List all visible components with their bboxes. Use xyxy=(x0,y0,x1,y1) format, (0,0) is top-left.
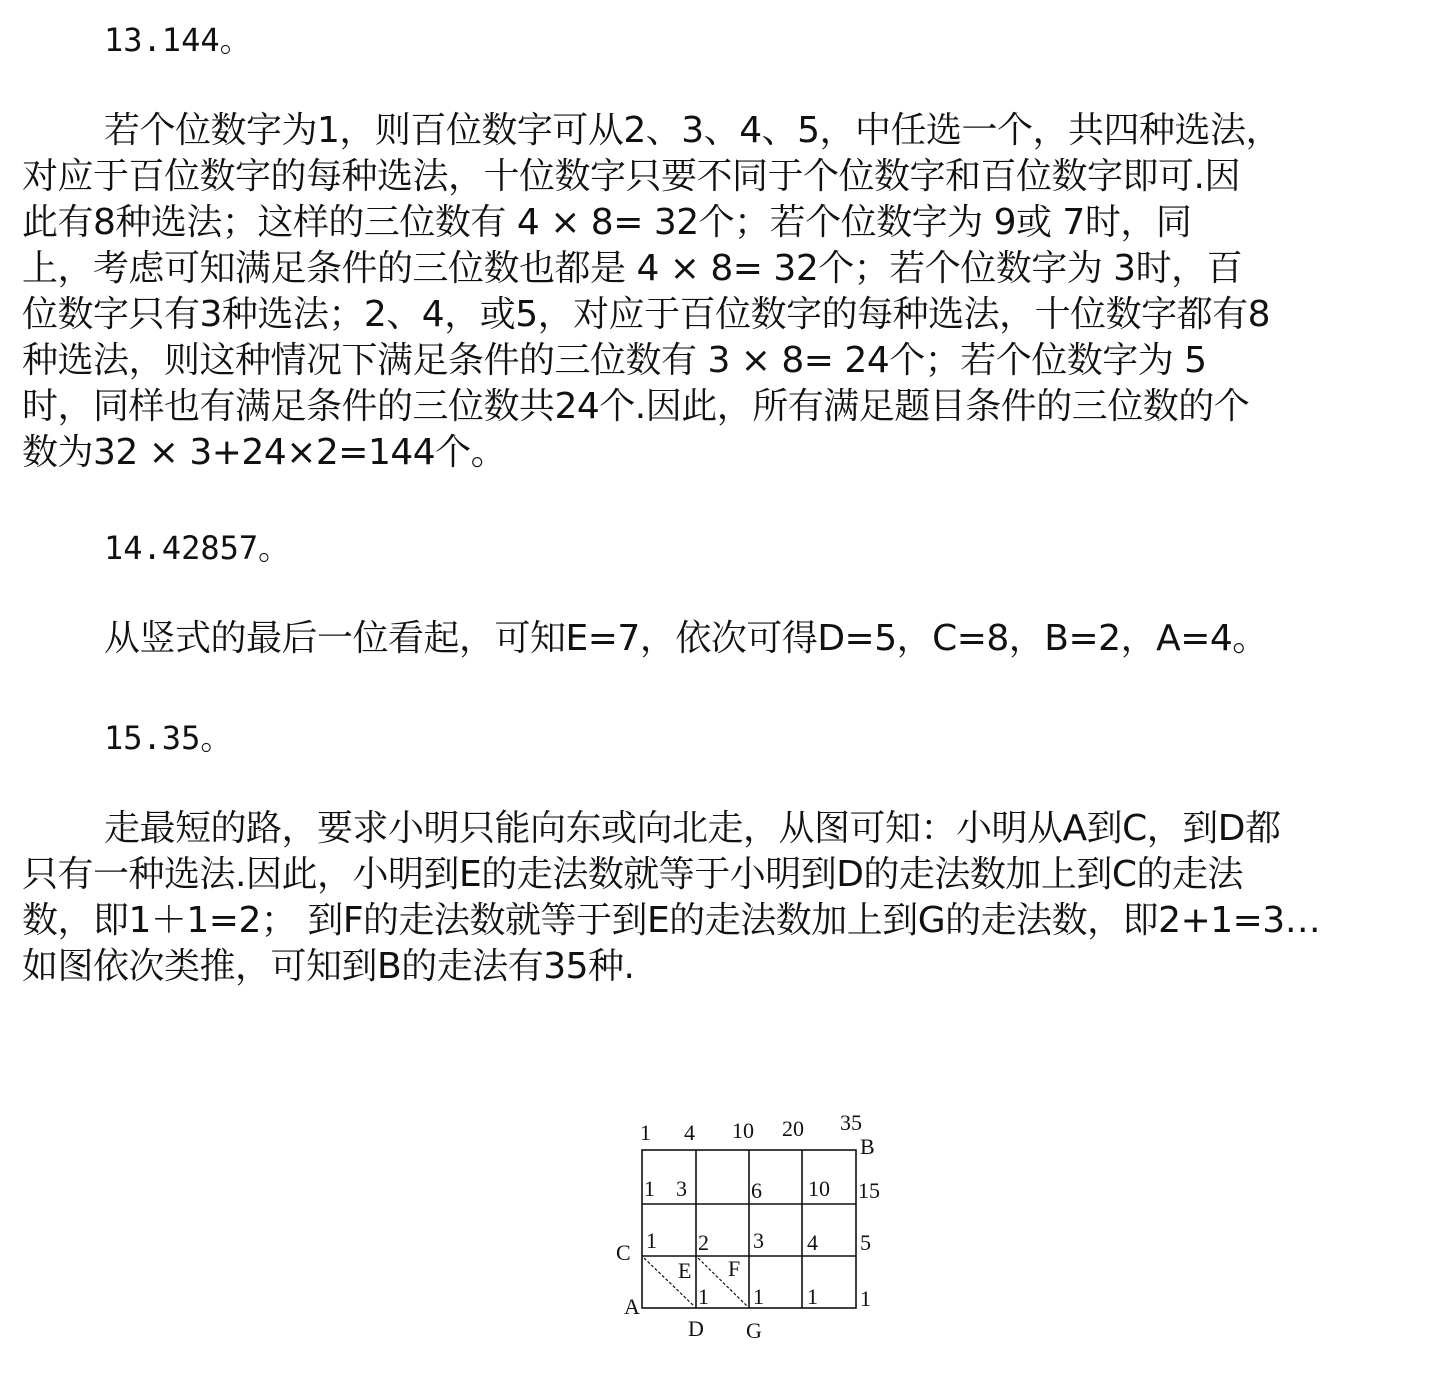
point-f: F xyxy=(728,1256,741,1281)
fig-r3-2: 2 xyxy=(698,1230,709,1255)
q15-line-3: 数，即1＋1=2； 到F的走法数就等于到E的走法数加上到G的走法数，即2+1=3… xyxy=(22,900,1321,941)
fig-r4-1d: 1 xyxy=(860,1286,871,1311)
q15-line-4: 如图依次类推，可知到B的走法有35种. xyxy=(22,946,635,987)
fig-r2-10: 10 xyxy=(808,1176,830,1201)
fig-r4-1b: 1 xyxy=(753,1284,764,1309)
q13-line-4: 上，考虑可知满足条件的三位数也都是 4 × 8= 32个；若个位数字为 3时，百 xyxy=(22,248,1243,289)
answer-13: 13.144。 xyxy=(104,21,252,59)
path-grid-figure xyxy=(600,1100,920,1350)
q15-line-1: 走最短的路，要求小明只能向东或向北走，从图可知：小明从A到C，到D都 xyxy=(104,808,1281,849)
fig-r3-5: 5 xyxy=(860,1230,871,1255)
fig-r4-1a: 1 xyxy=(698,1284,709,1309)
fig-r2-3: 3 xyxy=(676,1176,687,1201)
q13-line-1: 若个位数字为1，则百位数字可从2、3、4、5，中任选一个，共四种选法， xyxy=(104,110,1282,151)
q13-line-5: 位数字只有3种选法；2、4，或5，对应于百位数字的每种选法，十位数字都有8 xyxy=(22,294,1271,335)
fig-top-1: 1 xyxy=(640,1120,651,1145)
q15-line-2: 只有一种选法.因此，小明到E的走法数就等于小明到D的走法数加上到C的走法 xyxy=(22,854,1244,895)
point-a: A xyxy=(624,1294,640,1319)
q13-line-8: 数为32 × 3+24×2=144个。 xyxy=(22,432,507,473)
q13-line-6: 种选法，则这种情况下满足条件的三位数有 3 × 8= 24个；若个位数字为 5 xyxy=(22,340,1207,381)
fig-r3-1: 1 xyxy=(646,1228,657,1253)
q13-line-3: 此有8种选法；这样的三位数有 4 × 8= 32个；若个位数字为 9或 7时，同 xyxy=(22,202,1192,243)
fig-top-20: 20 xyxy=(782,1116,804,1141)
fig-top-4: 4 xyxy=(684,1120,695,1145)
fig-r2-1: 1 xyxy=(644,1176,655,1201)
grid-lines xyxy=(642,1150,856,1308)
point-c: C xyxy=(616,1240,631,1265)
answer-15: 15.35。 xyxy=(104,719,233,757)
point-b: B xyxy=(860,1134,875,1159)
point-g: G xyxy=(746,1318,762,1343)
fig-r3-4: 4 xyxy=(807,1230,818,1255)
fig-r2-6: 6 xyxy=(751,1178,762,1203)
fig-top-10: 10 xyxy=(732,1118,754,1143)
fig-r2-15: 15 xyxy=(858,1178,880,1203)
fig-top-35: 35 xyxy=(840,1110,862,1135)
q14-text: 从竖式的最后一位看起，可知E=7，依次可得D=5，C=8，B=2，A=4。 xyxy=(104,618,1268,659)
answer-14: 14.42857。 xyxy=(104,529,291,567)
q13-line-2: 对应于百位数字的每种选法，十位数字只要不同于个位数字和百位数字即可.因 xyxy=(22,156,1240,197)
point-e: E xyxy=(678,1258,692,1283)
fig-r4-1c: 1 xyxy=(807,1284,818,1309)
point-d: D xyxy=(688,1316,704,1341)
fig-r3-3: 3 xyxy=(753,1228,764,1253)
q13-line-7: 时，同样也有满足条件的三位数共24个.因此，所有满足题目条件的三位数的个 xyxy=(22,386,1250,427)
